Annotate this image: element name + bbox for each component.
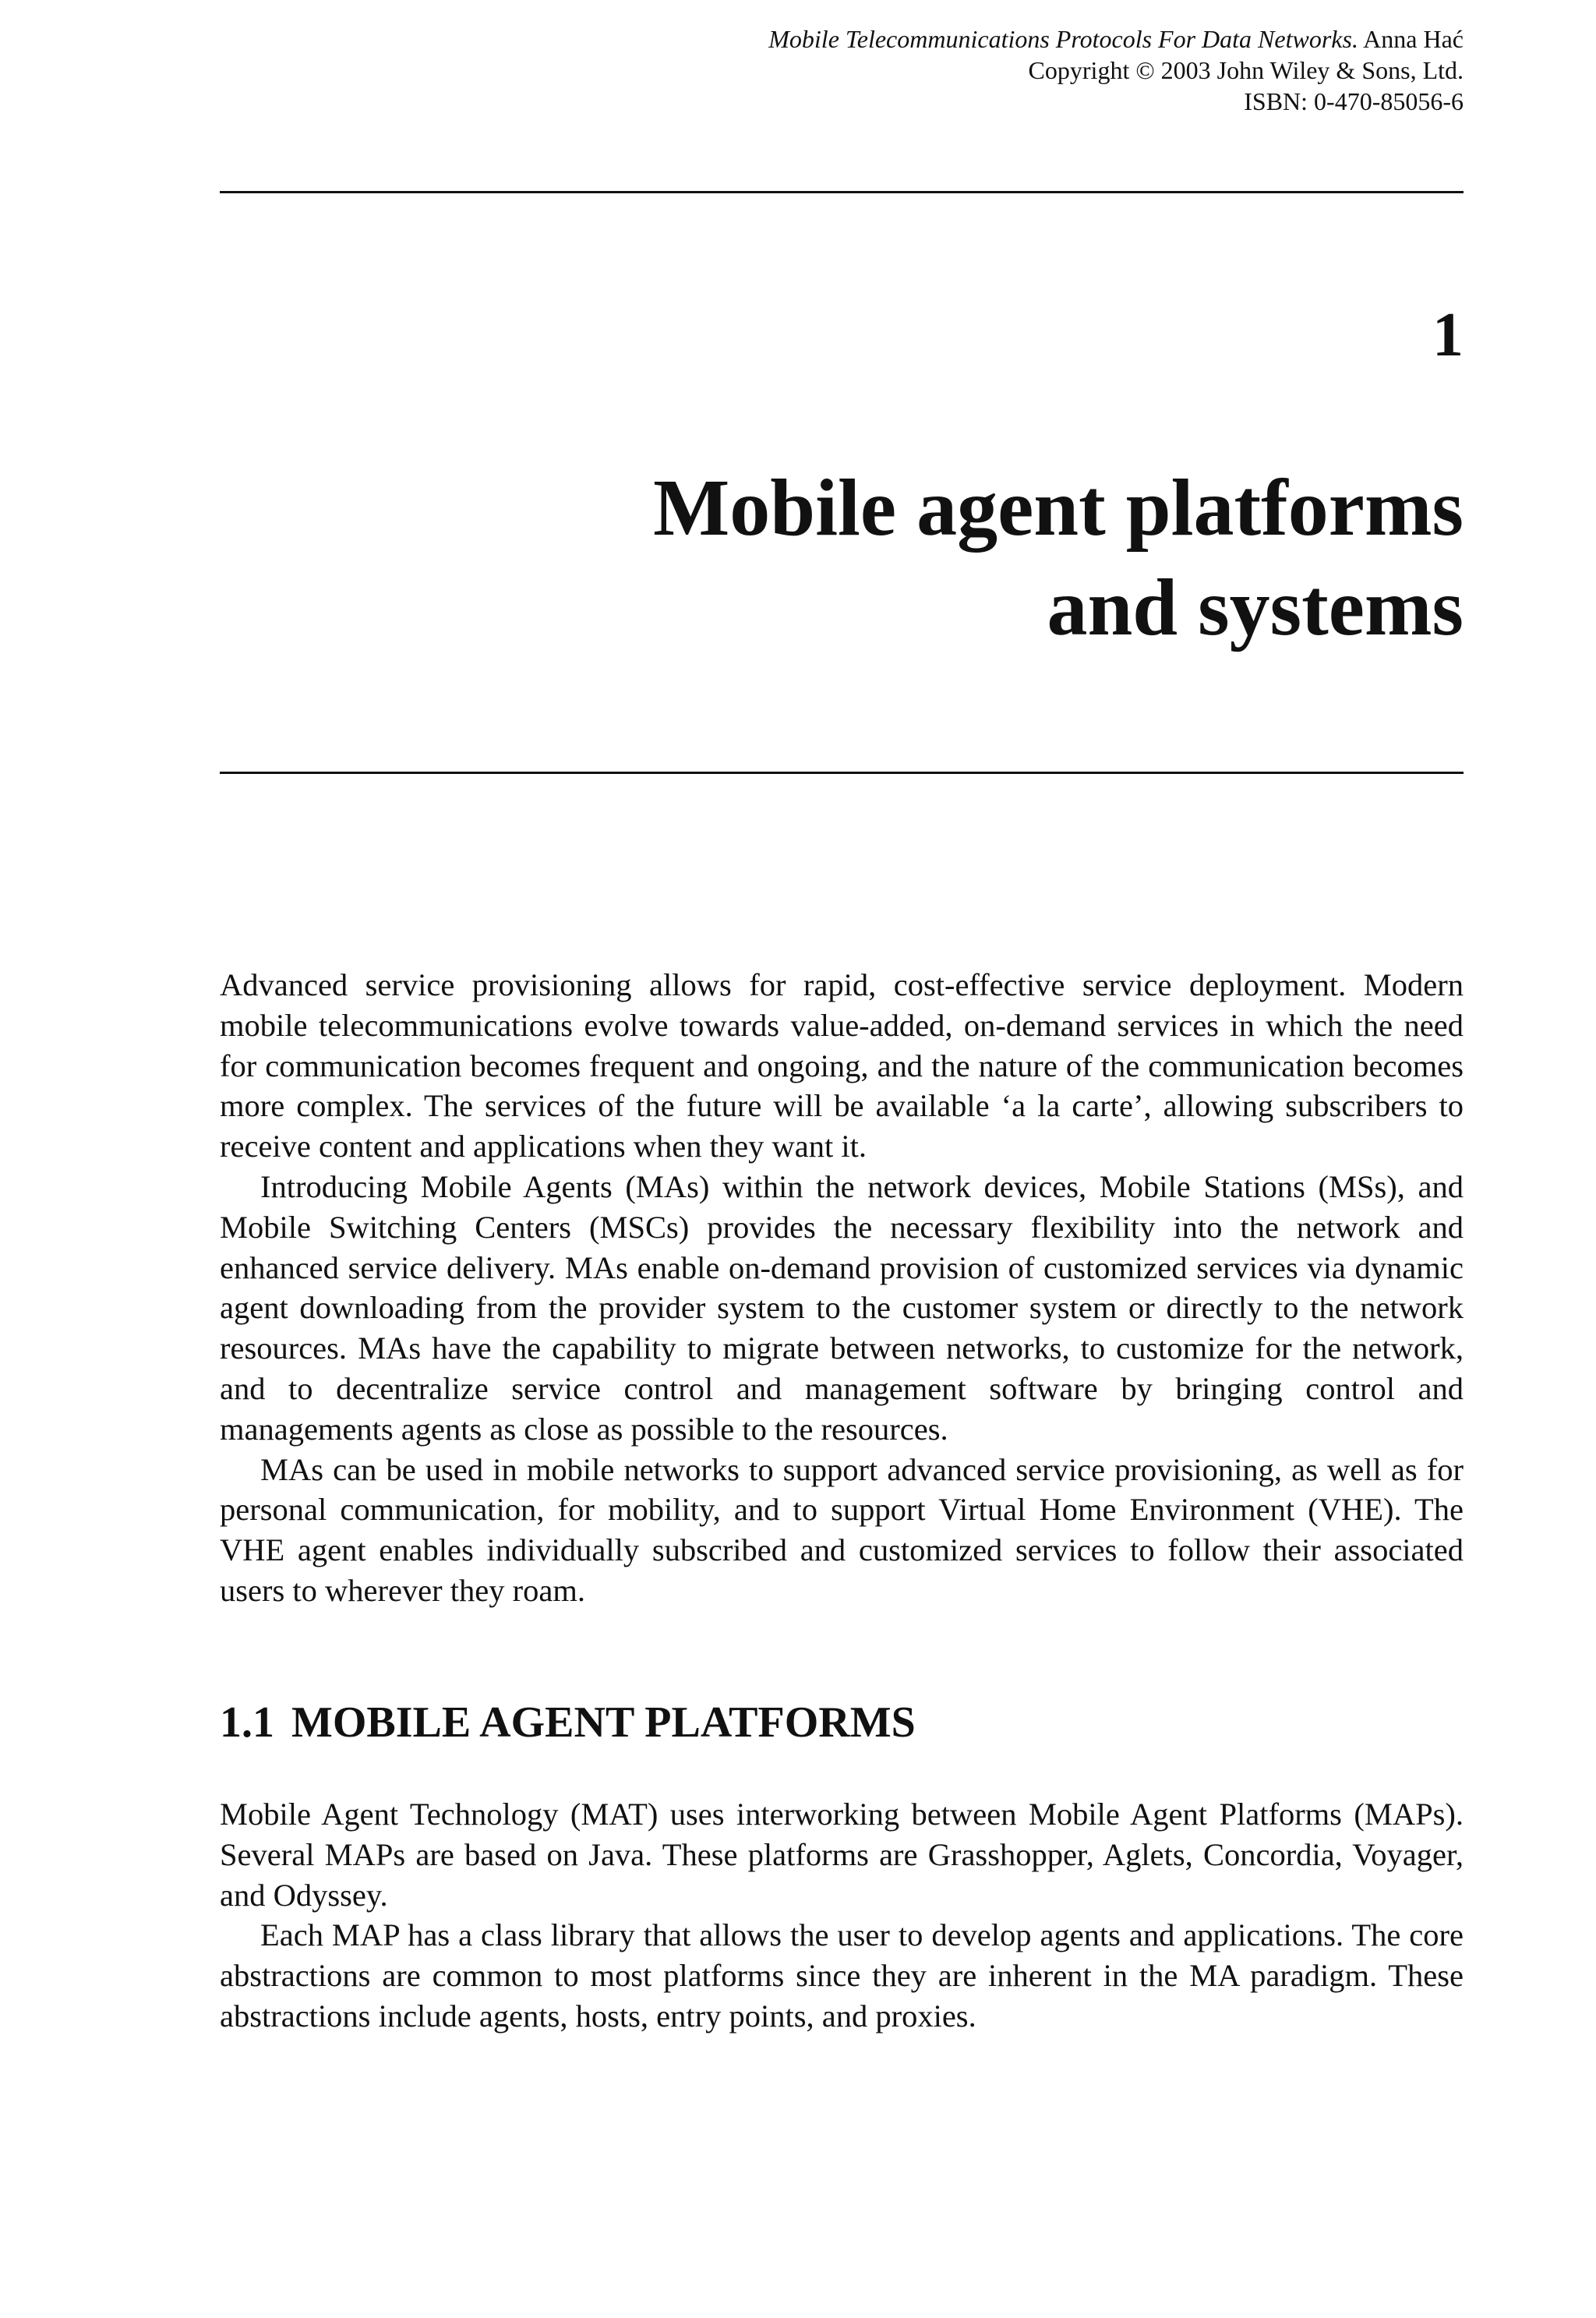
chapter-title-line-1: Mobile agent platforms (653, 463, 1464, 553)
bottom-rule (220, 772, 1464, 774)
section-title: MOBILE AGENT PLATFORMS (291, 1698, 916, 1747)
page-header (768, 23, 1464, 117)
author-name: Anna Hać (1363, 25, 1464, 53)
intro-paragraph: Advanced service provisioning allows for rapid, cost-effective service deployment. Modern mobile telecommunications evolve towards value-added, on-demand services in which the need for communication becomes frequent and ongoing, and the nature of the communication becomes more complex. The services of the future will be available ‘a la carte’, allowing subscribers to receive content and applications when they want it. (220, 967, 1464, 1164)
book-title: Mobile Telecommunications Protocols For Data Networks. (768, 25, 1358, 53)
chapter-number: 1 (1432, 301, 1464, 369)
chapter-title-line-2: and systems (1047, 563, 1464, 652)
section-heading (220, 1698, 916, 1747)
intro-text (220, 965, 1464, 1611)
chapter-title (373, 458, 1464, 658)
section-text (220, 1794, 1464, 2037)
section-paragraph: Each MAP has a class library that allows the user to develop agents and applications. The core abstractions are common to most platforms since they are inherent in the MA paradigm. These abstractions include agents, hosts, entry points, and proxies. (220, 1917, 1464, 2034)
section-paragraph: Mobile Agent Technology (MAT) uses interworking between Mobile Agent Platforms (MAPs). Several MAPs are based on Java. These platforms are Grasshopper, Aglets, Concordia, Voyager, and Odyssey. (220, 1797, 1464, 1913)
section-number: 1.1 (220, 1698, 274, 1747)
copyright-line: Copyright © 2003 John Wiley & Sons, Ltd. (1028, 56, 1464, 84)
intro-paragraph: MAs can be used in mobile networks to support advanced service provisioning, as well as for personal communication, for mobility, and to support Virtual Home Environment (VHE). The VHE agent enables individually subscribed and customized services to follow their associated users to wherever they roam. (220, 1451, 1464, 1608)
header-title-line (768, 23, 1464, 55)
intro-paragraph: Introducing Mobile Agents (MAs) within the network devices, Mobile Stations (MSs), and Mobile Switching Centers (MSCs) provides the necessary flexibility into the network and enhanced service delivery. MAs enable on-demand provision of customized services via dynamic agent downloading from the provider system to the customer system or directly to the network resources. MAs have the capability to migrate between networks, to customize for the network, and to decentralize service control and management software by bringing control and managements agents as close as possible to the resources. (220, 1168, 1464, 1447)
isbn-line: ISBN: 0-470-85056-6 (1244, 87, 1464, 115)
top-rule (220, 191, 1464, 193)
